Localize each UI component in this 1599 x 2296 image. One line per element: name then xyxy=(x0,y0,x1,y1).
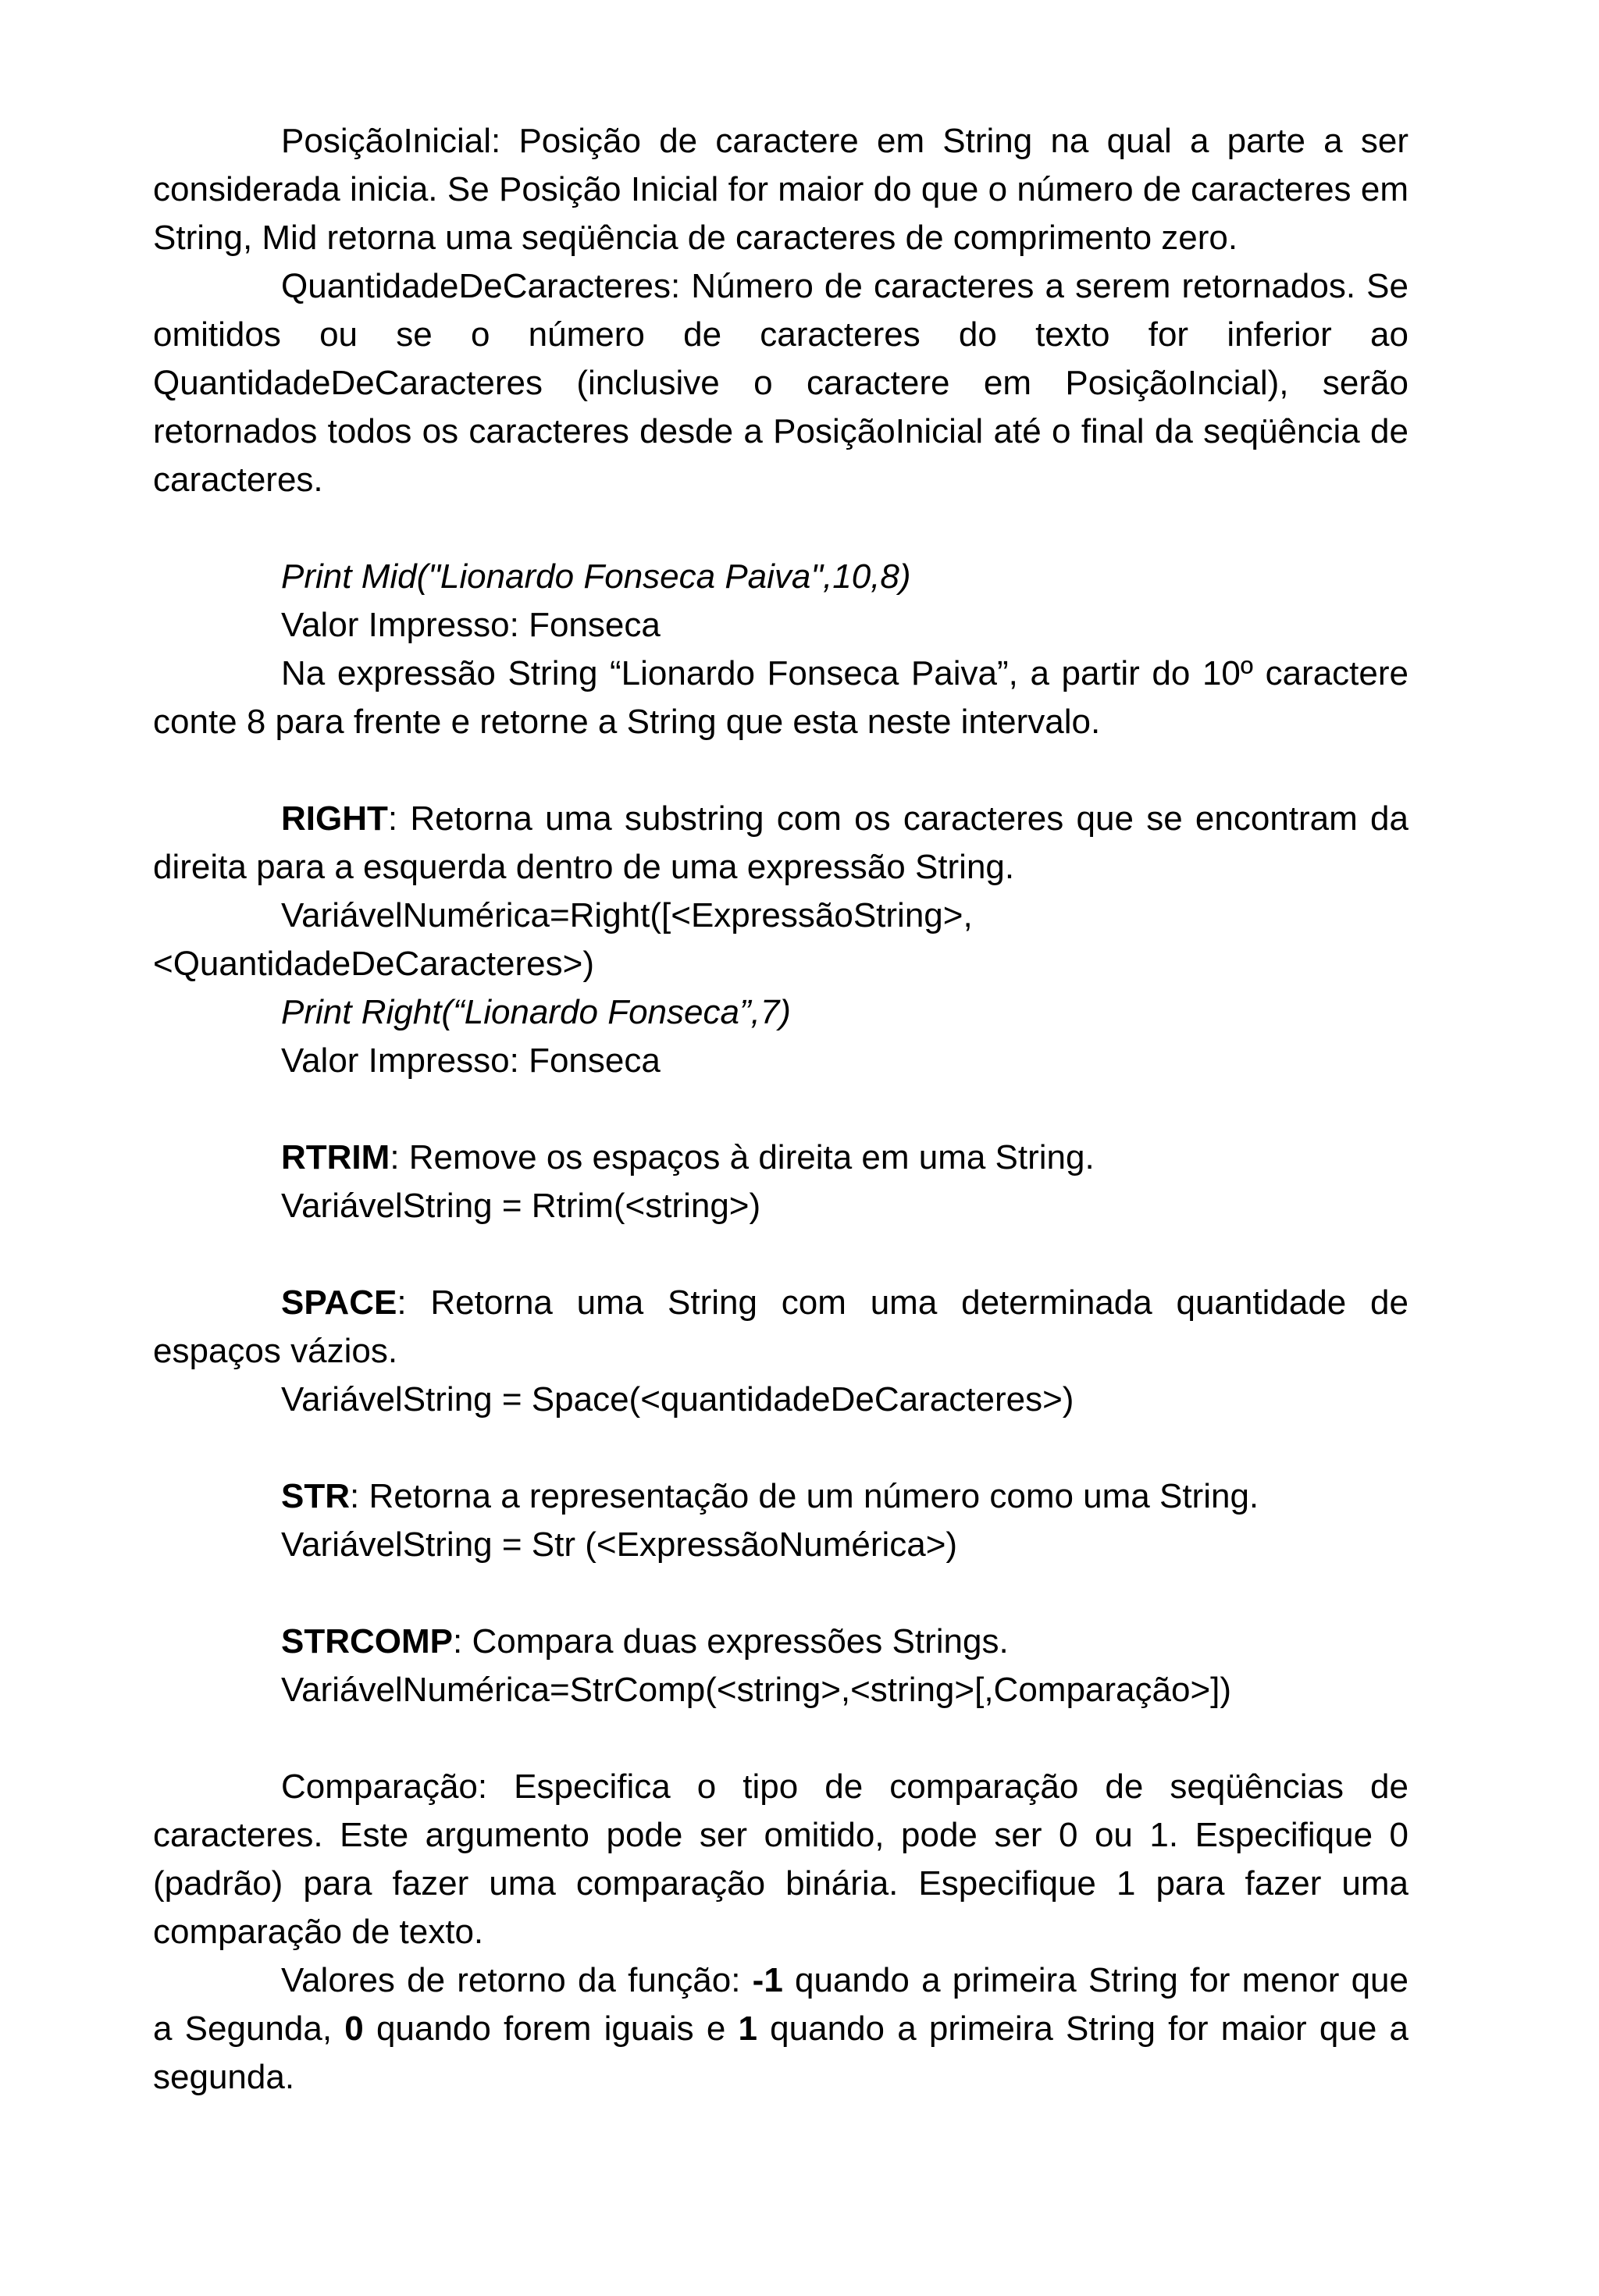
right-syntax-line-2: <QuantidadeDeCaracteres>) xyxy=(153,945,594,983)
retorno-text-2: quando a primeira String for menor que a Segunda, xyxy=(153,1961,1408,2048)
str-description-text: : Retorna a representação de um número como uma String. xyxy=(350,1477,1259,1515)
mid-example-result: Valor Impresso: Fonseca xyxy=(281,606,661,644)
right-syntax-line-1: VariávelNumérica=Right([<ExpressãoString>, xyxy=(281,896,973,934)
rtrim-keyword: RTRIM xyxy=(281,1138,390,1176)
rtrim-description-text: : Remove os espaços à direita em uma String. xyxy=(390,1138,1095,1176)
retorno-text-4: quando a primeira String for maior que a segunda. xyxy=(153,2009,1408,2096)
paragraph-posicao-inicial: PosiçãoInicial: Posição de caractere em String na qual a parte a ser considerada inicia. Se Posição Inicial for maior do que o número de caracteres em String, Mid retorna uma seqüência de caracteres de comprimento zero. xyxy=(153,122,1408,257)
right-keyword: RIGHT xyxy=(281,799,388,838)
retorno-text-1: Valores de retorno da função: xyxy=(281,1961,753,1999)
paragraph-valores-de-retorno xyxy=(153,1956,1408,2102)
retorno-value-one: 1 xyxy=(738,2009,757,2048)
str-syntax: VariávelString = Str (<ExpressãoNumérica>) xyxy=(281,1525,958,1564)
paragraph-quantidade-de-caracteres: QuantidadeDeCaracteres: Número de caracteres a serem retornados. Se omitidos ou se o número de caracteres do texto for inferior ao QuantidadeDeCaracteres (inclusive o caractere em PosiçãoIncial), serão retornados todos os caracteres desde a PosiçãoInicial até o final da seqüência de caracteres. xyxy=(153,267,1408,499)
strcomp-description xyxy=(153,1618,1408,1666)
strcomp-keyword: STRCOMP xyxy=(281,1622,453,1661)
retorno-value-zero: 0 xyxy=(344,2009,364,2048)
space-keyword: SPACE xyxy=(281,1283,397,1322)
rtrim-description xyxy=(153,1134,1408,1182)
rtrim-syntax: VariávelString = Rtrim(<string>) xyxy=(281,1187,761,1225)
paragraph-comparacao: Comparação: Especifica o tipo de comparação de seqüências de caracteres. Este argumento pode ser omitido, pode ser 0 ou 1. Especifique 0 (padrão) para fazer uma comparação binária. Especifique 1 para fazer uma comparação de texto. xyxy=(153,1767,1408,1951)
page-content xyxy=(153,117,1408,2102)
space-syntax: VariávelString = Space(<quantidadeDeCaracteres>) xyxy=(281,1380,1074,1419)
strcomp-syntax: VariávelNumérica=StrComp(<string>,<string>[,Comparação>]) xyxy=(281,1671,1232,1709)
right-description xyxy=(153,795,1408,892)
space-description xyxy=(153,1279,1408,1376)
space-description-text: : Retorna uma String com uma determinada quantidade de espaços vázios. xyxy=(153,1283,1408,1370)
mid-example-explanation: Na expressão String “Lionardo Fonseca Paiva”, a partir do 10º caractere conte 8 para frente e retorne a String que esta neste intervalo. xyxy=(153,654,1408,741)
strcomp-description-text: : Compara duas expressões Strings. xyxy=(453,1622,1009,1661)
right-example-result: Valor Impresso: Fonseca xyxy=(281,1041,661,1080)
str-description xyxy=(153,1472,1408,1521)
retorno-value-minus-one: -1 xyxy=(752,1961,783,1999)
str-keyword: STR xyxy=(281,1477,350,1515)
right-description-text: : Retorna uma substring com os caracteres que se encontram da direita para a esquerda dentro de uma expressão String. xyxy=(153,799,1408,886)
mid-example-code: Print Mid("Lionardo Fonseca Paiva",10,8) xyxy=(281,557,911,596)
retorno-text-3: quando forem iguais e xyxy=(363,2009,739,2048)
right-example-code: Print Right(“Lionardo Fonseca”,7) xyxy=(281,993,791,1031)
